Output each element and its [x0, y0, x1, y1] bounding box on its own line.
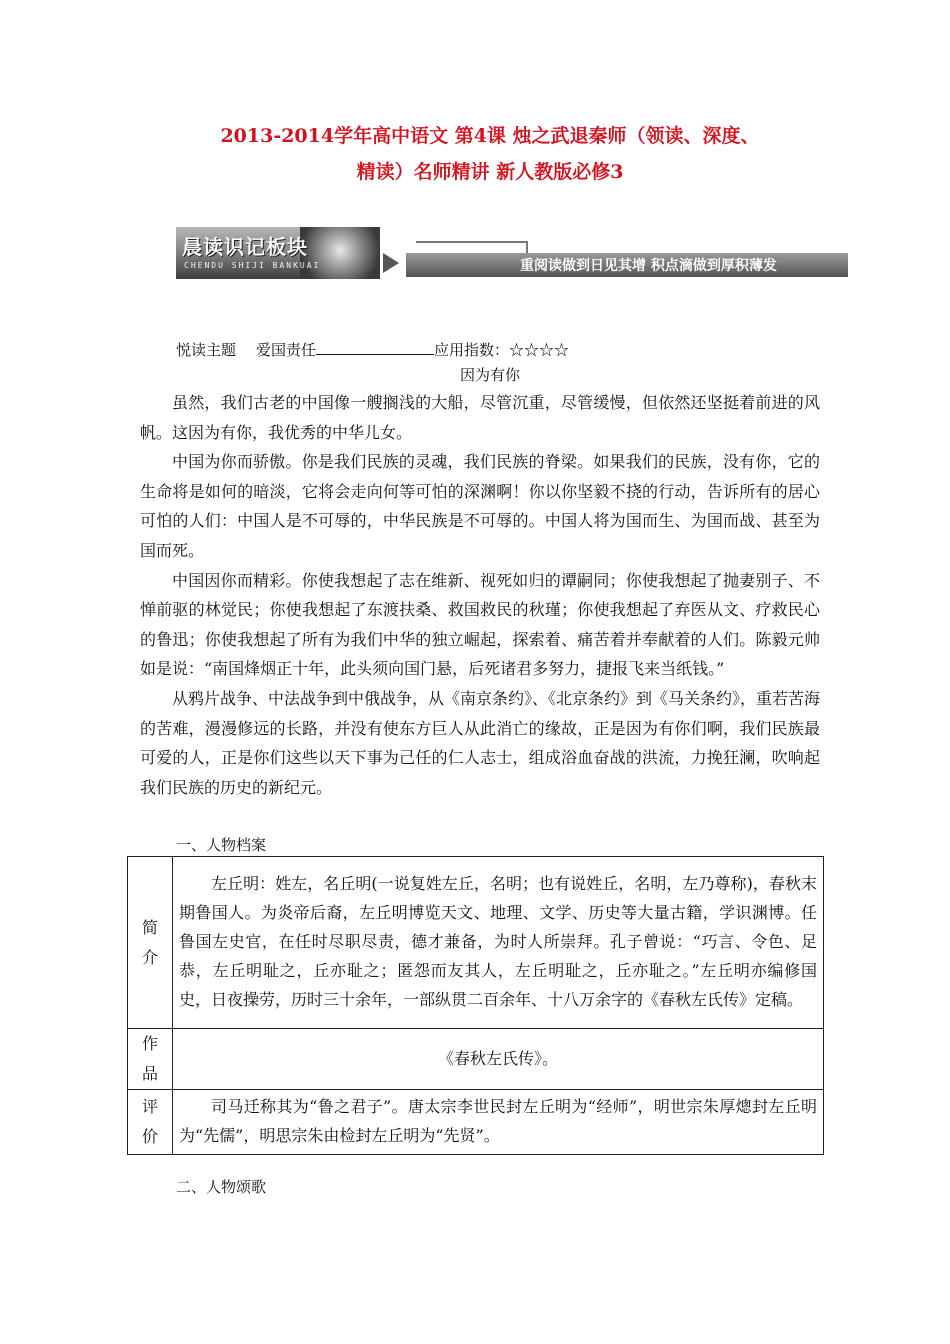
label-char: 价 — [141, 1127, 158, 1146]
section-heading-praise: 二、人物颂歌 — [176, 1178, 267, 1196]
label-char: 作 — [141, 1034, 158, 1053]
banner-slogan: 重阅读做到日见其增 积点滴做到厚积薄发 — [520, 258, 777, 274]
article-paragraph: 中国为你而骄傲。你是我们民族的灵魂，我们民族的脊梁。如果我们的民族，没有你，它的生命将是如何的暗淡，它将会走向何等可怕的深渊啊！你以你坚毅不挠的行动，告诉所有的居心可怕的人们：中国人是不可辱的，中华民族是不可辱的。中国人将为国而生、为国而战、甚至为国而死。 — [140, 452, 820, 560]
row-label — [128, 1090, 173, 1155]
blank-underline — [316, 340, 434, 355]
row-content: 左丘明：姓左，名丘明(一说复姓左丘，名明；也有说姓丘，名明，左乃尊称)，春秋末期鲁国人。为炎帝后裔，左丘明博览天文、地理、文学、历史等大量古籍，学识渊博。任鲁国左史官，在任时尽职尽责，德才兼备，为时人所崇拜。孔子曾说：“巧言、令色、足恭，左丘明耻之，丘亦耻之；匿怨而友其人，左丘明耻之，丘亦耻之。”左丘明亦编修国史，日夜操劳，历时三十余年，一部纵贯二百余年、十八万余字的《春秋左氏传》定稿。 — [173, 857, 824, 1029]
banner-photo-icon — [300, 227, 380, 279]
document-title — [150, 118, 830, 190]
rating-stars-icon: ☆☆☆☆ — [509, 341, 570, 359]
table-row — [128, 1090, 824, 1155]
label-char: 介 — [141, 947, 158, 967]
article-body — [140, 388, 820, 802]
table-row — [128, 1029, 824, 1090]
label-char: 品 — [141, 1064, 158, 1083]
section-heading-profile: 一、人物档案 — [176, 836, 267, 854]
section-banner — [176, 227, 848, 279]
index-label: 应用指数： — [434, 341, 510, 359]
row-content: 《春秋左氏传》。 — [173, 1029, 824, 1090]
row-label — [128, 1029, 173, 1090]
row-content: 司马迁称其为“鲁之君子”。唐太宗李世民封左丘明为“经师”，明世宗朱厚熜封左丘明为“先儒”，明思宗朱由检封左丘明为“先贤”。 — [173, 1090, 824, 1155]
table-row — [128, 857, 824, 1029]
profile-table — [127, 856, 824, 1155]
label-char: 评 — [141, 1097, 158, 1116]
article-paragraph: 中国因你而精彩。你使我想起了志在维新、视死如归的谭嗣同；你使我想起了抛妻别子、不惮前驱的林觉民；你使我想起了东渡扶桑、救国救民的秋瑾；你使我想起了弃医从文、疗救民心的鲁迅；你使我想起了所有为我们中华的独立崛起，探索着、痛苦着并奉献着的人们。陈毅元帅如是说：“南国烽烟正十年，此头须向国门悬，后死诸君多努力，捷报飞来当纸钱。” — [140, 570, 820, 679]
title-line-1: 2013-2014学年高中语文 第4课 烛之武退秦师（领读、深度、 — [220, 125, 760, 147]
banner-pinyin: CHENDU SHIJI BANKUAI — [184, 261, 321, 270]
theme-label: 悦读主题 — [176, 341, 237, 359]
title-line-2: 精读）名师精讲 新人教版必修3 — [356, 161, 624, 183]
article-title: 因为有你 — [459, 366, 520, 384]
article-paragraph: 从鸦片战争、中法战争到中俄战争，从《南京条约》、《北京条约》到《马关条约》，重若苦海的苦难，漫漫修远的长路，并没有使东方巨人从此消亡的缘故，正是因为有你们啊，我们民族最可爱的人，正是你们这些以天下事为己任的仁人志士，组成浴血奋战的洪流，力挽狂澜，吹响起我们民族的历史的新纪元。 — [140, 688, 821, 797]
label-char: 简 — [141, 917, 158, 937]
play-arrow-icon — [383, 253, 399, 273]
row-label — [128, 857, 173, 1029]
banner-badge — [176, 227, 380, 279]
banner-main-text: 晨读识记板块 — [182, 235, 308, 259]
reading-meta — [176, 339, 569, 361]
article-paragraph: 虽然，我们古老的中国像一艘搁浅的大船，尽管沉重，尽管缓慢，但依然还坚挺着前进的风帆。这因为有你，我优秀的中华儿女。 — [140, 393, 820, 442]
theme-value: 爱国责任 — [256, 341, 317, 359]
